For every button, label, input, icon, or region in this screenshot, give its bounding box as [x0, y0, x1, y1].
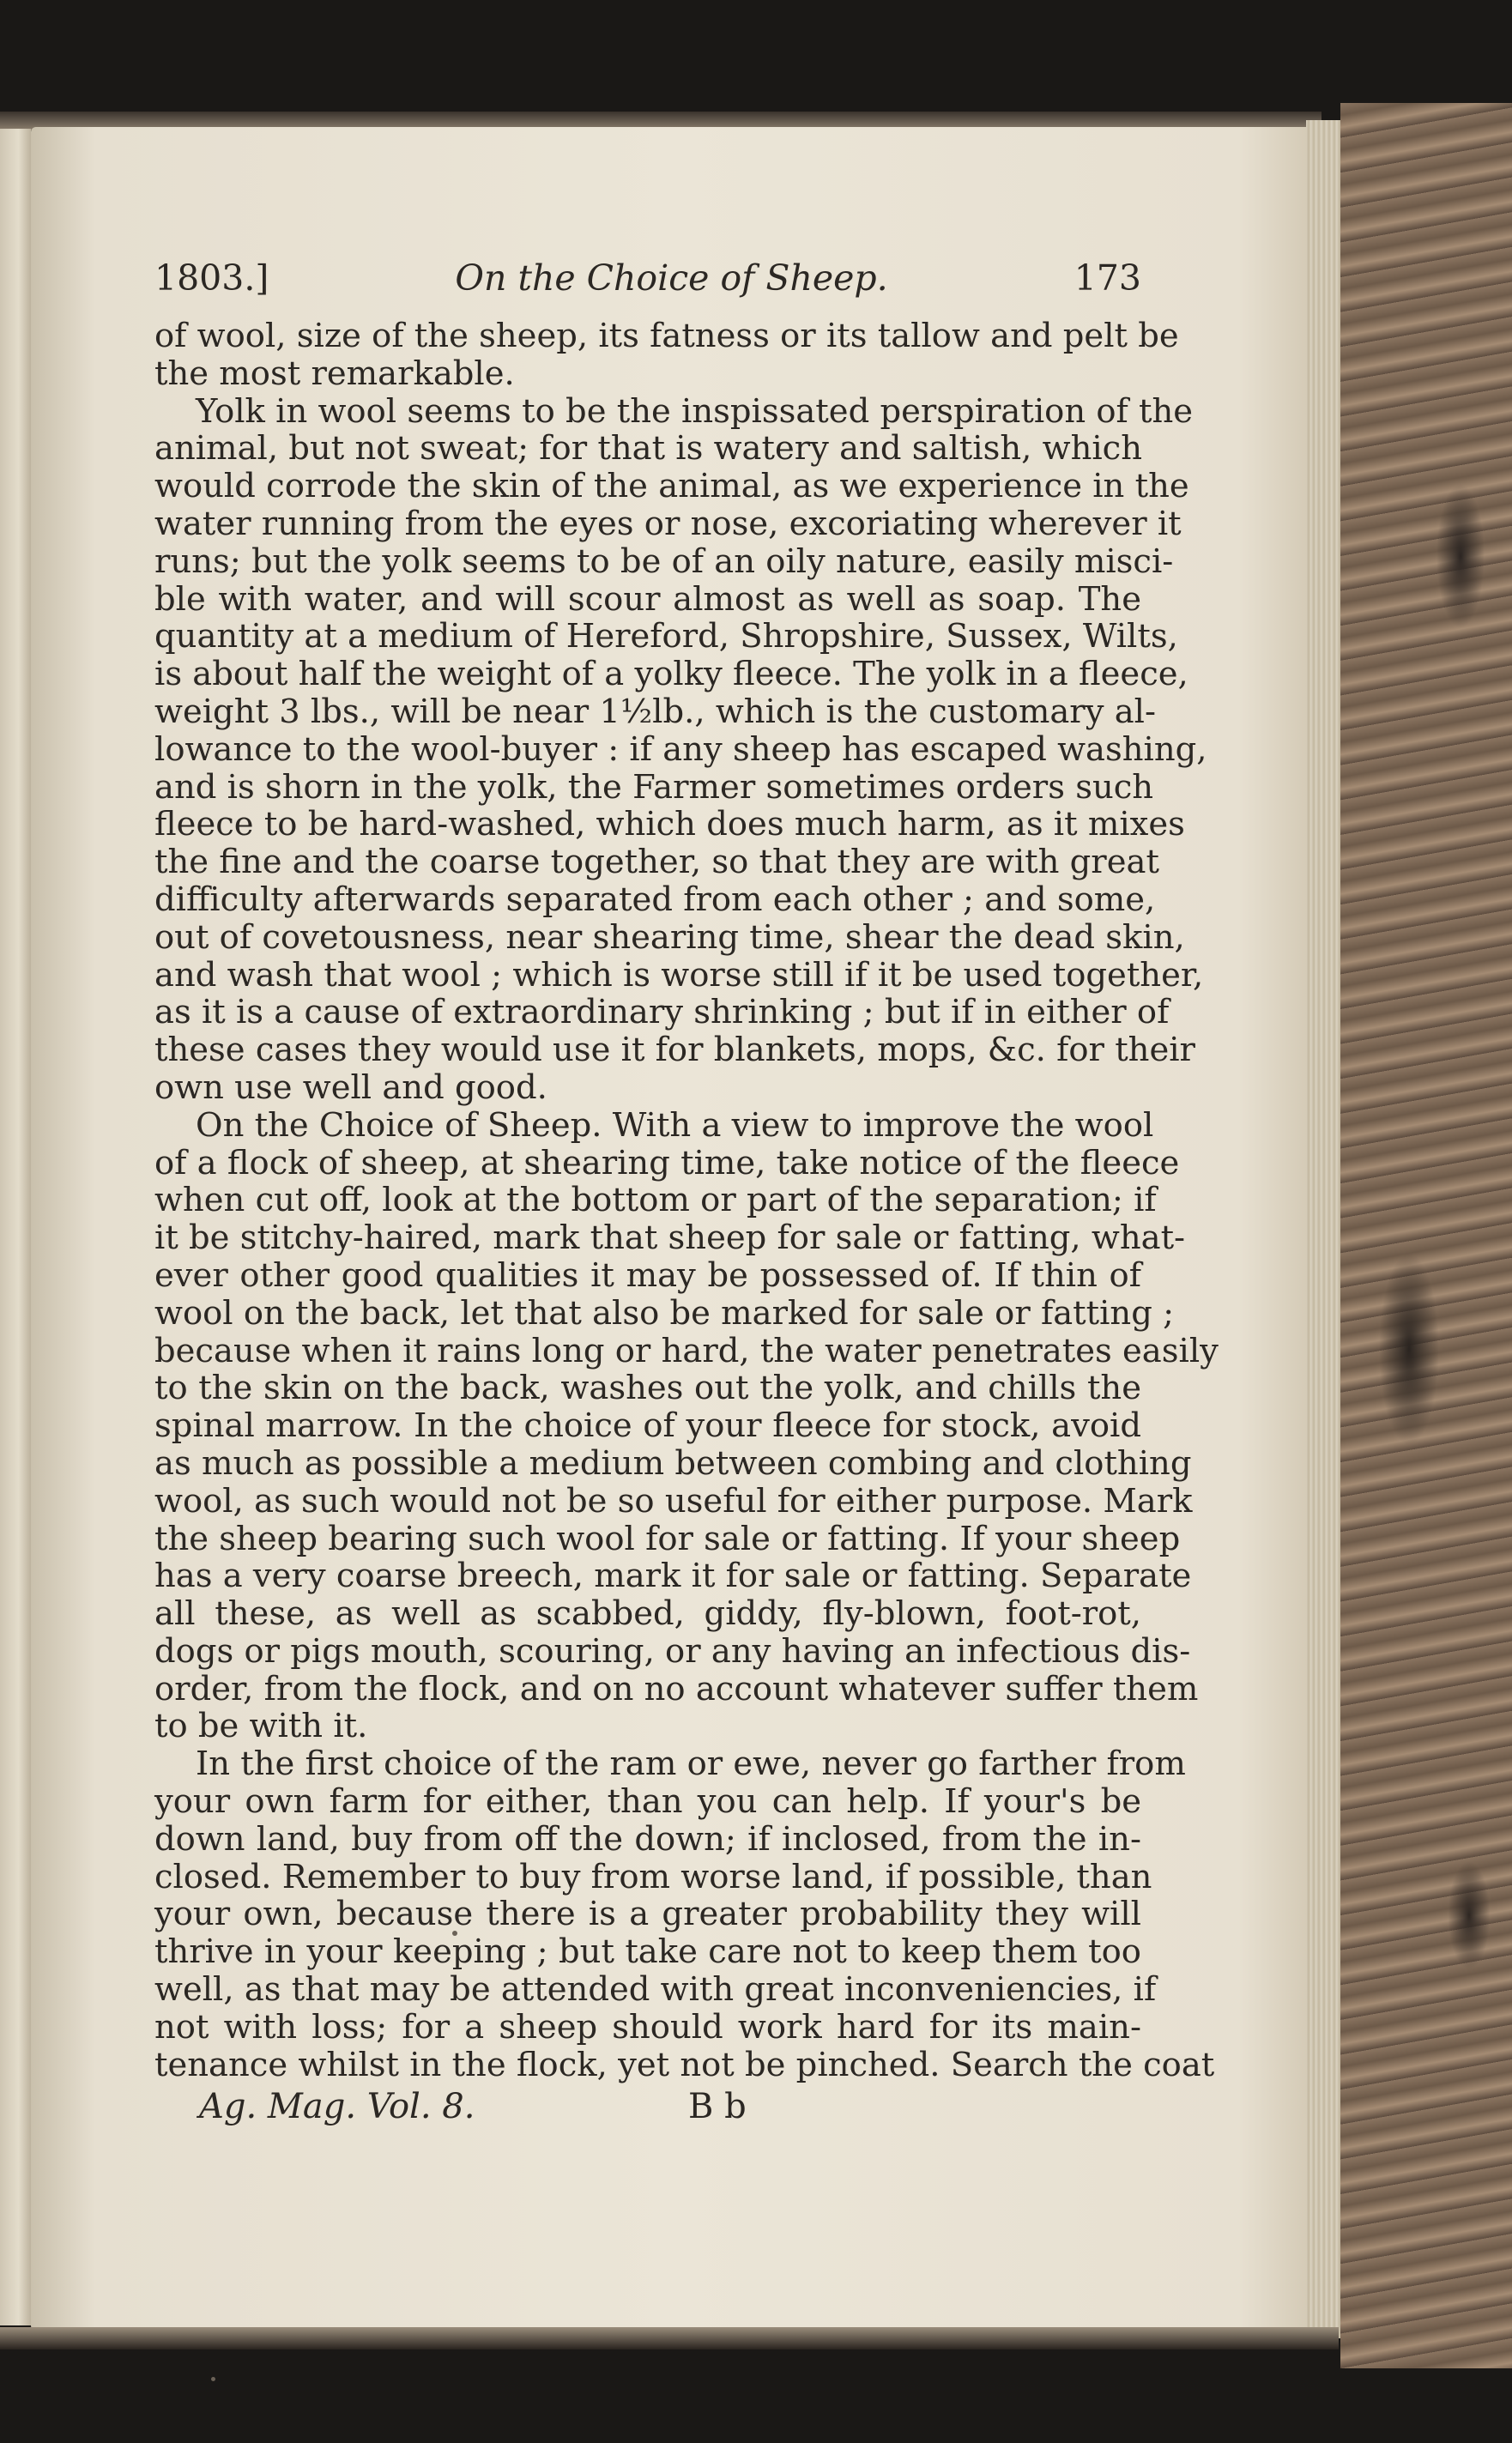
text-line: of wool, size of the sheep, its fatness or its tallow and pelt be — [154, 317, 1179, 355]
text-line: dogs or pigs mouth, scouring, or any having an infectious dis- — [154, 1631, 1191, 1671]
text-line: the sheep bearing such wool for sale or fatting. If your sheep — [154, 1519, 1181, 1558]
text-line: the fine and the coarse together, so that they are with great — [154, 843, 1159, 882]
text-line: all these, as well as scabbed, giddy, fly-blown, foot-rot, — [154, 1594, 1141, 1634]
ink-speck — [211, 2377, 215, 2381]
body-text — [154, 317, 1219, 2084]
text-line: as much as possible a medium between combing and clothing — [154, 1443, 1192, 1483]
text-line: well, as that may be attended with great inconveniencies, if — [154, 1970, 1157, 2010]
text-line: these cases they would use it for blankets, mops, &c. for their — [154, 1031, 1195, 1070]
page-number: 173 — [1074, 257, 1141, 299]
text-line: own use well and good. — [154, 1067, 547, 1107]
text-line: would corrode the skin of the animal, as we experience in the — [154, 467, 1189, 506]
text-line: animal, but not sweat; for that is watery and saltish, which — [154, 429, 1143, 469]
text-line: and wash that wool ; which is worse still if it be used together, — [154, 955, 1204, 995]
running-header — [154, 257, 1141, 317]
magazine-reference: Ag. Mag. Vol. 8. — [199, 2087, 475, 2127]
page-stack-edge — [1306, 120, 1340, 2338]
text-line: thrive in your keeping ; but take care not to keep them too — [154, 1932, 1141, 1972]
signature-mark: B b — [688, 2087, 747, 2127]
book-bottom-edge — [0, 2327, 1339, 2349]
text-line: In the first choice of the ram or ewe, never go farther from — [196, 1745, 1186, 1784]
text-line: down land, buy from off the down; if inclosed, from the in- — [154, 1819, 1141, 1859]
text-line: tenance whilst in the flock, yet not be pinched. Search the coat — [154, 2045, 1215, 2084]
text-line: ble with water, and will scour almost as well as soap. The — [154, 579, 1141, 619]
text-line: is about half the weight of a yolky fleece. The yolk in a fleece, — [154, 655, 1188, 694]
header-year: 1803.] — [154, 257, 269, 299]
text-line: to be with it. — [154, 1707, 368, 1746]
text-line: because when it rains long or hard, the water penetrates easily — [154, 1331, 1219, 1370]
text-line: to the skin on the back, washes out the yolk, and chills the — [154, 1369, 1141, 1408]
text-line: spinal marrow. In the choice of your fleece for stock, avoid — [154, 1406, 1141, 1446]
text-line: your own, because there is a greater probability they will — [154, 1895, 1141, 1934]
text-line: quantity at a medium of Hereford, Shropshire, Sussex, Wilts, — [154, 617, 1178, 656]
text-line: lowance to the wool-buyer : if any sheep has escaped washing, — [154, 729, 1207, 769]
text-line: and is shorn in the yolk, the Farmer sometimes orders such — [154, 767, 1154, 807]
text-line: water running from the eyes or nose, excoriating wherever it — [154, 504, 1182, 543]
text-line: wool, as such would not be so useful for either purpose. Mark — [154, 1481, 1193, 1521]
text-line: has a very coarse breech, mark it for sale or fatting. Separate — [154, 1557, 1192, 1596]
text-line: fleece to be hard-washed, which does much harm, as it mixes — [154, 805, 1185, 844]
text-line: of a flock of sheep, at shearing time, take notice of the fleece — [154, 1143, 1180, 1182]
page-text — [154, 257, 1219, 2127]
text-line: the most remarkable. — [154, 354, 515, 393]
text-line: as it is a cause of extraordinary shrinking ; but if in either of — [154, 993, 1170, 1032]
text-line: Yolk in wool seems to be the inspissated perspiration of the — [196, 391, 1194, 431]
text-line: runs; but the yolk seems to be of an oily nature, easily misci- — [154, 541, 1174, 581]
text-line: out of covetousness, near shearing time, shear the dead skin, — [154, 917, 1185, 957]
text-line: closed. Remember to buy from worse land, if possible, than — [154, 1857, 1152, 1896]
text-line: wool on the back, let that also be marked for sale or fatting ; — [154, 1293, 1175, 1333]
text-line: your own farm for either, than you can help. If your's be — [154, 1782, 1141, 1822]
text-line: it be stitchy-haired, mark that sheep for sale or fatting, what- — [154, 1218, 1186, 1258]
text-line: order, from the flock, and on no account whatever suffer them — [154, 1669, 1199, 1708]
text-line: weight 3 lbs., will be near 1½lb., which is the customary al- — [154, 692, 1156, 731]
text-line: ever other good qualities it may be possessed of. If thin of — [154, 1255, 1141, 1295]
marbled-cover — [1340, 103, 1512, 2368]
text-line: not with loss; for a sheep should work hard for its main- — [154, 2007, 1141, 2047]
page-footer — [154, 2087, 1141, 2126]
text-line: On the Choice of Sheep. With a view to improve the wool — [196, 1105, 1154, 1145]
header-title: On the Choice of Sheep. — [455, 257, 888, 299]
text-line: when cut off, look at the bottom or part of the separation; if — [154, 1181, 1157, 1220]
text-line: difficulty afterwards separated from each other ; and some, — [154, 880, 1156, 919]
left-page-edge — [0, 129, 31, 2325]
